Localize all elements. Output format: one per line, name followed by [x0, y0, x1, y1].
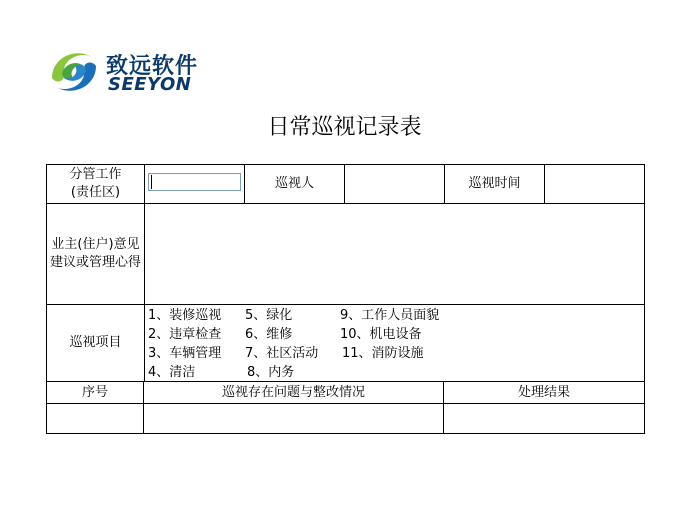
dept-label-line1: 分管工作 — [69, 167, 122, 182]
item-2: 2、违章检查 — [148, 327, 222, 342]
col-divider — [144, 304, 145, 381]
item-1: 1、装修巡视 — [148, 308, 222, 323]
inspector-label: 巡视人 — [274, 176, 314, 191]
col-header-no: 序号 — [81, 384, 108, 400]
opinion-label-line1: 业主(住户)意见 — [51, 237, 140, 252]
record-issue-input[interactable] — [144, 404, 443, 433]
table-border-right — [644, 164, 645, 434]
item-5: 5、绿化 — [245, 308, 293, 323]
item-9: 9、工作人员面貌 — [340, 308, 440, 323]
time-label: 巡视时间 — [468, 176, 521, 191]
record-no-input[interactable] — [47, 404, 143, 433]
item-4: 4、清洁 — [148, 365, 196, 380]
logo-chinese-text: 致远软件 — [106, 54, 199, 79]
dept-input[interactable] — [148, 173, 241, 191]
text-cursor — [151, 175, 152, 189]
dept-label-line2: (责任区) — [70, 185, 121, 200]
opinion-label-cell — [47, 204, 144, 304]
item-7: 7、社区活动 — [245, 346, 319, 361]
item-3: 3、车辆管理 — [148, 346, 222, 361]
item-8: 8、内务 — [247, 365, 295, 380]
page-title: 日常巡视记录表 — [267, 115, 422, 140]
inspector-input[interactable] — [345, 165, 444, 203]
opinion-input[interactable] — [145, 204, 644, 304]
time-input[interactable] — [545, 165, 644, 203]
dept-label-cell — [47, 165, 144, 203]
item-6: 6、维修 — [245, 327, 293, 342]
item-11: 11、消防设施 — [342, 346, 424, 361]
item-10: 10、机电设备 — [340, 327, 422, 342]
logo-english-text: SEEYON — [108, 74, 192, 95]
items-label: 巡视项目 — [69, 335, 122, 350]
col-header-result: 处理结果 — [517, 384, 570, 400]
opinion-label-line2: 建议或管理心得 — [49, 255, 141, 270]
table-border-bottom — [46, 433, 645, 434]
col-header-issue: 巡视存在问题与整改情况 — [221, 384, 365, 400]
record-result-input[interactable] — [444, 404, 644, 433]
